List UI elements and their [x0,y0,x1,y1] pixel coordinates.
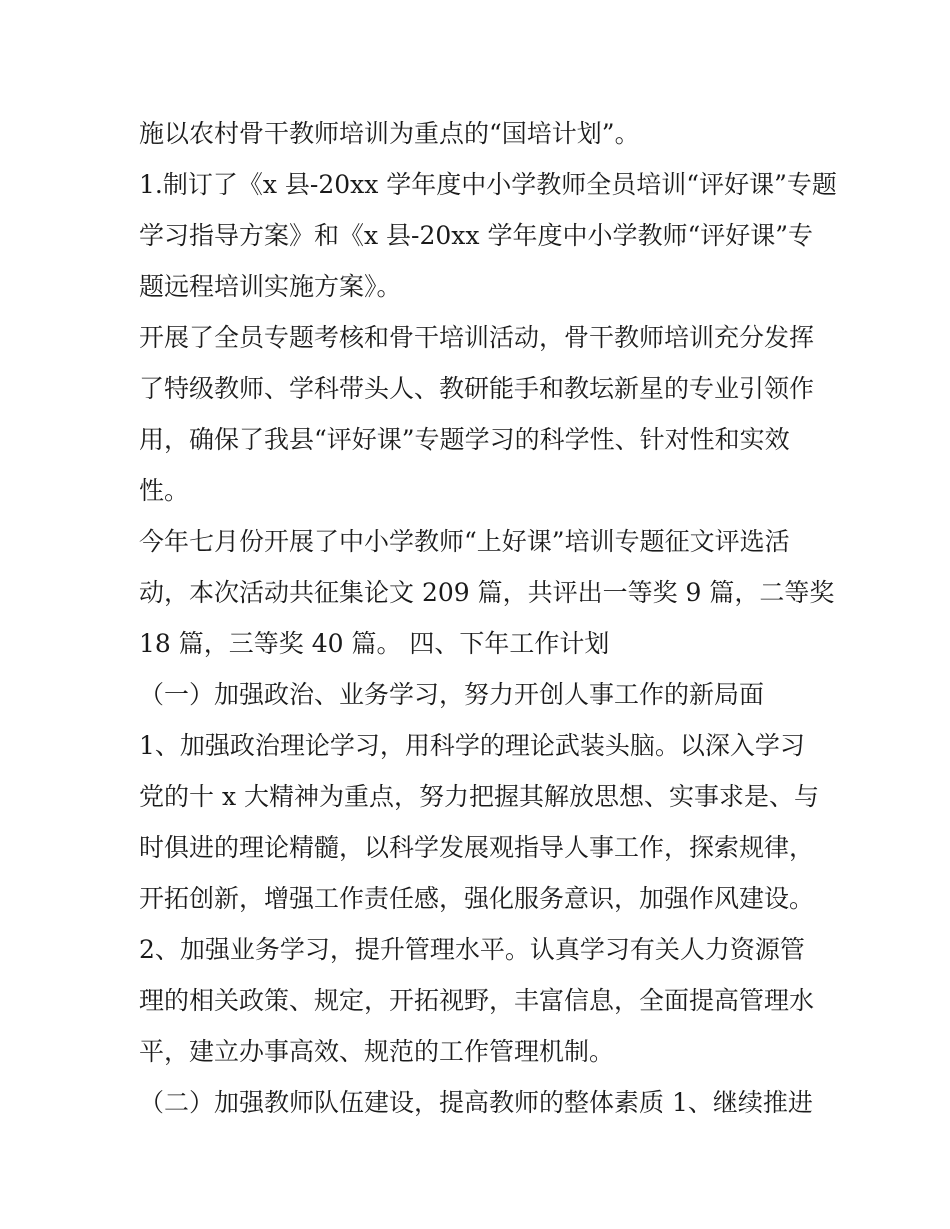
text-line: 党的十 x 大精神为重点，努力把握其解放思想、实事求是、与 [139,782,819,811]
text-line: 动，本次活动共征集论文 209 篇，共评出一等奖 9 篇，二等奖 [139,578,835,607]
text-line: 开拓创新，增强工作责任感，强化服务意识，加强作风建设。 [139,884,815,913]
text-line: 今年七月份开展了中小学教师“上好课”培训专题征文评选活 [139,527,790,556]
text-line: 施以农村骨干教师培训为重点的“国培计划”。 [139,119,640,148]
text-line: 学习指导方案》和《x 县-20xx 学年度中小学教师“评好课”专 [139,221,814,250]
text-line: 性。 [139,476,190,505]
text-line: 理的相关政策、规定，开拓视野，丰富信息，全面提高管理水 [139,986,815,1015]
section-heading: （二）加强教师队伍建设，提高教师的整体素质 1、继续推进 [139,1088,813,1117]
text-line: 开展了全员专题考核和骨干培训活动，骨干教师培训充分发挥 [139,323,815,352]
text-line: 时俱进的理论精髓，以科学发展观指导人事工作，探索规律， [139,833,815,862]
text-line: 用，确保了我县“评好课”专题学习的科学性、针对性和实效 [139,425,790,454]
text-line: 了特级教师、学科带头人、教研能手和教坛新星的专业引领作 [139,374,815,403]
text-line: 题远程培训实施方案》。 [139,272,402,301]
text-line: 平，建立办事高效、规范的工作管理机制。 [139,1037,615,1066]
text-line: 1.制订了《x 县-20xx 学年度中小学教师全员培训“评好课”专题 [139,170,837,199]
section-heading: （一）加强政治、业务学习，努力开创人事工作的新局面 [139,680,765,709]
document-body [139,108,837,1128]
text-line: 2、加强业务学习，提升管理水平。认真学习有关人力资源管 [139,935,805,964]
text-line: 1、加强政治理论学习，用科学的理论武装头脑。以深入学习 [139,731,805,760]
text-line: 18 篇，三等奖 40 篇。 四、下年工作计划 [139,629,610,658]
